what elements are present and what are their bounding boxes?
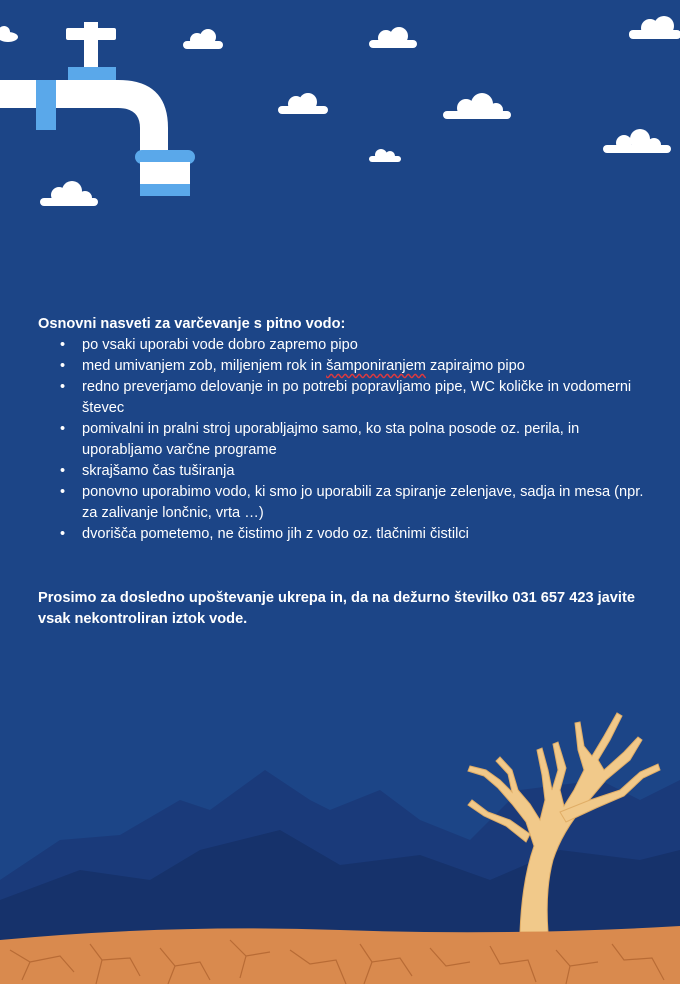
list-item <box>82 356 648 377</box>
cloud-icon <box>369 149 401 162</box>
list-item: • pomivalni in pralni stroj uporabljajmo samo, ko sta polna posode oz. perila, in uporabljamo varčne programe <box>82 419 648 461</box>
cloud-icon <box>0 26 18 42</box>
list-item-text: med umivanjem zob, miljenjem rok in <box>82 358 327 374</box>
cloud-icon <box>603 129 671 153</box>
cloud-icon <box>183 29 223 49</box>
cloud-icon <box>40 181 98 206</box>
list-item: • redno preverjamo delovanje in po potrebi popravljamo pipe, WC količke in vodomerni števec <box>82 377 648 419</box>
tips-section <box>38 314 648 545</box>
list-item: • skrajšamo čas tuširanja <box>82 461 648 482</box>
cloud-icon <box>278 93 328 114</box>
cloud-icon <box>629 16 680 39</box>
list-item-text: zapirajmo pipo <box>425 358 525 374</box>
clouds <box>0 16 680 206</box>
notice-paragraph: Prosimo za dosledno upoštevanje ukrepa in, da na dežurno številko 031 657 423 javite vsak nekontroliran iztok vode. <box>38 590 635 627</box>
tips-list <box>38 335 648 545</box>
cloud-icon <box>443 93 511 119</box>
water-tap-icon <box>0 22 195 196</box>
list-item: • ponovno uporabimo vodo, ki smo jo uporabili za spiranje zelenjave, sadja in mesa (npr. za zalivanje lončnic, vrta …) <box>82 482 648 524</box>
list-item: • dvorišča pometemo, ne čistimo jih z vodo oz. tlačnimi čistilci <box>82 524 648 545</box>
list-item: • po vsaki uporabi vode dobro zapremo pipo <box>82 335 648 356</box>
cloud-icon <box>369 27 417 48</box>
cracked-ground-icon <box>0 926 680 984</box>
tips-heading: Osnovni nasveti za varčevanje s pitno vodo: <box>38 316 346 332</box>
spellcheck-flagged-word: šamponiranjem <box>326 358 426 374</box>
